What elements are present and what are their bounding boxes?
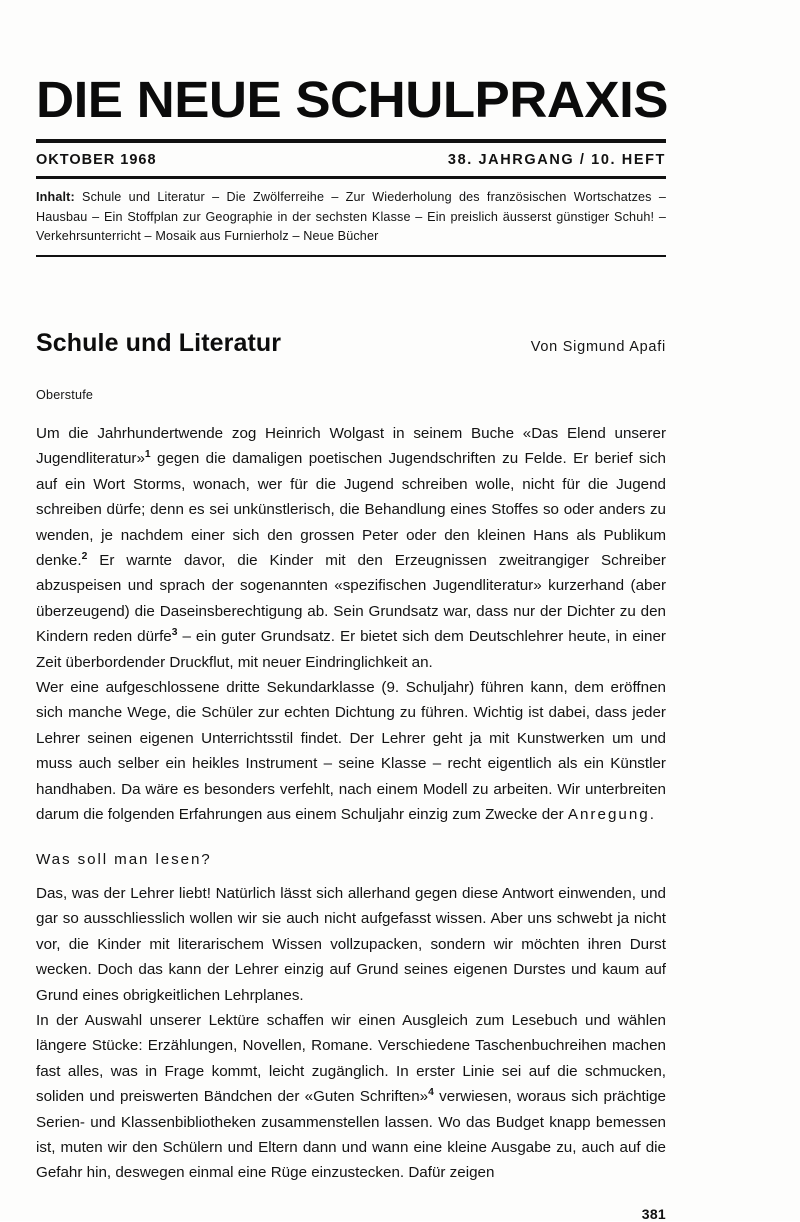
paragraph-2-part-b: . — [649, 806, 654, 824]
page-column — [36, 0, 666, 1222]
page-number: 381 — [641, 1205, 666, 1222]
paragraph-1-part-d: – ein guter Grundsatz. Er bietet sich dem Deutschlehrer heute, in einer Zeit überbordender Druckflut, mit neuer Eindringlichkeit an. — [36, 628, 666, 671]
paragraph-2-part-a: Wer eine aufgeschlossene dritte Sekundarklasse (9. Schuljahr) führen kann, dem eröffnen sich manche Wege, die Schüler zur echten Dichtung zu führen. Wichtig ist dabei, dass jeder Lehrer seinen eigenen Unterrichtsstil findet. Der Lehrer geht ja mit Kunstwerken um und muss auch selber ein heikles Instrument – seine Klasse – recht eigentlich als ein Künstler handhaben. Da wäre es besonders verfehlt, nach einem Modell zu arbeiten. Wir unterbreiten darum die folgenden Erfahrungen aus einem Schuljahr einzig zum Zwecke der — [36, 679, 666, 824]
paragraph-2 — [36, 675, 666, 827]
article-body — [36, 421, 666, 1186]
article-subtitle: Oberstufe — [36, 388, 94, 402]
paragraph-1 — [36, 421, 666, 675]
contents-rule-bottom — [36, 255, 666, 257]
article-header — [36, 313, 666, 376]
footnote-marker-4: 4 — [428, 1087, 434, 1099]
paragraph-1-part-a: Um die Jahrhundertwende zog Heinrich Wolgast in seinem Buche «Das Elend unserer Jugendliteratur» — [36, 425, 666, 468]
paragraph-2-emphasis: Anregung — [567, 806, 650, 824]
paragraph-3: Das, was der Lehrer liebt! Natürlich lässt sich allerhand gegen diese Antwort einwenden, und gar so ausschliesslich wollen wir sie auch nicht aufgefasst wissen. Aber uns schwebt ja nicht vor, die Kinder mit literarischem Wissen vollzupacken, sondern wir möchten ihren Durst wecken. Doch das kann der Lehrer einzig auf Grund seines eigenen Durstes und kaum auf Grund eines obrigkeitlichen Lehrplanes. — [36, 884, 666, 1004]
article-title: Schule und Literatur — [36, 329, 282, 358]
footnote-marker-2: 2 — [81, 550, 88, 562]
contents-text: Schule und Literatur – Die Zwölferreihe – Zur Wiederholung des französischen Wortschatzes – Hausbau – Ein Stoffplan zur Geographie in der sechsten Klasse – Ein preislich äusserst günstiger Schuh! – Verkehrsunterricht – Mosaik aus Furnierholz – Neue Bücher — [36, 190, 666, 243]
issue-line — [36, 143, 666, 176]
contents-block — [36, 179, 666, 255]
footnote-marker-3: 3 — [171, 627, 178, 639]
paragraph-4-part-b: verwiesen, woraus sich prächtige Serien- und Klassenbibliotheken zusammenstellen lassen. Wo das Budget knapp bemessen ist, muten wir den Schülern und Eltern dann und wann eine kleine Ausgabe zu, auch auf die Gefahr hin, deswegen einmal eine Rüge einzustecken. Dafür zeigen — [36, 1088, 667, 1182]
contents-label: Inhalt: — [36, 190, 75, 204]
contents-spacer — [75, 190, 82, 204]
paragraph-4-part-a: In der Auswahl unserer Lektüre schaffen wir einen Ausgleich zum Lesebuch und wählen längere Stücke: Erzählungen, Novellen, Romane. Verschiedene Taschenbuchreihen machen fast alles, was in Frage kommt, leicht zugänglich. In erster Linie sei auf die schmucken, soliden und preiswerten Bändchen der «Guten Schriften» — [36, 1011, 666, 1106]
footnote-marker-1: 1 — [144, 449, 151, 461]
paragraph-4 — [36, 1008, 666, 1186]
paragraph-1-part-b: gegen die damaligen poetischen Jugendschriften zu Felde. Er berief sich auf ein Wort Storms, wonach, wer für die Jugend schreiben wolle, nicht für die Jugend schreiben dürfe; denn es sei unkünstlerisch, die Behandlung eines Stoffes so oder anders zu wenden, je nachdem einer sich den grossen Peter oder den kleinen Hans als Publikum denke. — [36, 450, 666, 570]
section-heading: Was soll man lesen? — [36, 850, 212, 868]
article-byline: Von Sigmund Apafi — [530, 339, 666, 356]
issue-date: OKTOBER 1968 — [36, 152, 157, 168]
masthead-title: DIE NEUE SCHULPRAXIS — [36, 71, 668, 128]
issue-volume: 38. JAHRGANG / 10. HEFT — [447, 152, 666, 168]
paragraph-1-part-c: Er warnte davor, die Kinder mit den Erzeugnissen zweitrangiger Schreiber abzuspeisen und sprach der sogenannten «spezifischen Jugendliteratur» kurzerhand (aber überzeugend) die Daseinsberechtigung ab. Sein Grundsatz war, dass nur der Dichter zu den Kindern reden dürfe — [36, 552, 666, 646]
